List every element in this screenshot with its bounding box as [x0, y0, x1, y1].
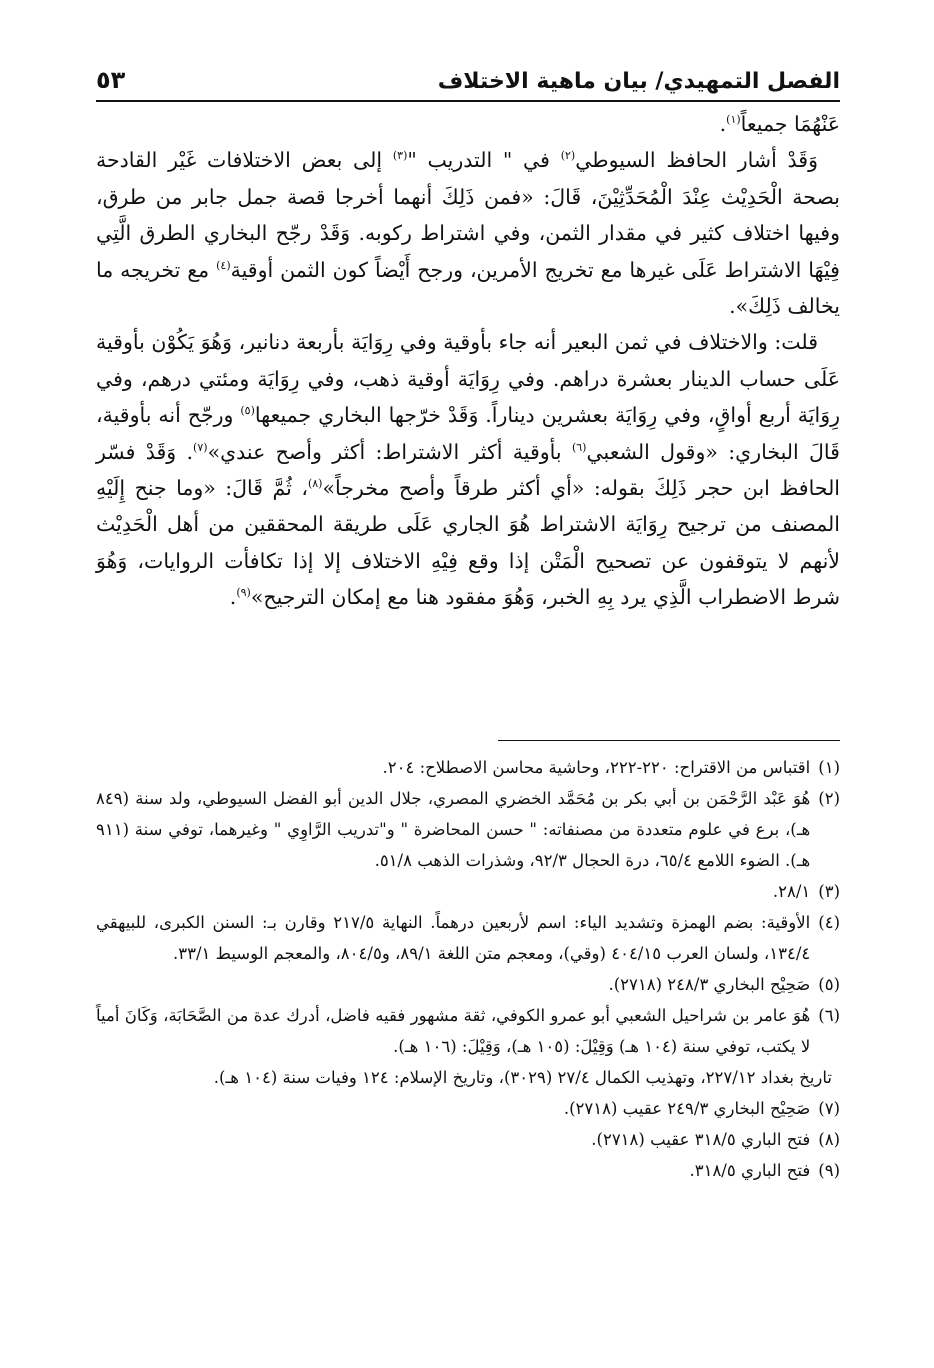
- footnote-number: (٨): [818, 1130, 840, 1149]
- text-run: مع تخريجه ما يخالف ذَلِكَ».: [96, 257, 840, 319]
- footnotes: [96, 752, 840, 1186]
- footnote-item: [96, 752, 840, 783]
- footnote-item: [96, 783, 840, 876]
- text-run: بأوقية أكثر الاشتراط: أكثر وأصح عندي»: [207, 439, 572, 464]
- footnote-number: (١): [818, 758, 840, 777]
- paragraph-2: [96, 142, 840, 324]
- paragraph-3: [96, 324, 840, 615]
- footnote-text: فتح الباري ٣١٨/٥ عقيب (٢٧١٨).: [591, 1130, 811, 1149]
- footnote-divider: [498, 740, 840, 741]
- paragraph-1: عَنْهُمَا جميعاً$^{(١)}$.: [719, 112, 840, 136]
- footnote-text: صَحِيْح البخاري ٢٤٨/٣ (٢٧١٨).: [608, 975, 811, 994]
- footnote-item: [96, 969, 840, 1000]
- footnote-text: الأوقية: بضم الهمزة وتشديد الياء: اسم لأربعين درهماً. النهاية ٢١٧/٥ وقارن بـ: السنن الكبرى، للبيهقي ١٣٤/٤، ولسان العرب ٤٠٤/١٥ (وقي)، ومعجم متن اللغة ٨٩/١، و٨٠٤/٥، والمعجم الوسيط ٣٣/١.: [96, 913, 811, 963]
- footnote-item: [96, 1093, 840, 1124]
- footnote-text: فتح الباري ٣١٨/٥.: [689, 1161, 811, 1180]
- text-run: .: [229, 585, 237, 610]
- footnote-item: [96, 876, 840, 907]
- footnote-text: تاريخ بغداد ٢٢٧/١٢، وتهذيب الكمال ٢٧/٤ (٣٠٢٩)، وتاريخ الإسلام: ١٢٤ وفيات سنة (١٠٤ هـ).: [213, 1068, 832, 1087]
- footnote-number: (٧): [818, 1099, 840, 1118]
- text-run: . وَقَدْ فسّر الحافظ ابن حجر ذَلِكَ بقوله: «أي أكثر طرقاً وأصح مخرجاً»: [96, 439, 841, 501]
- footnote-number: (٣): [818, 882, 840, 901]
- footnote-ref-8: (٨): [307, 477, 323, 491]
- text-run: عَنْهُمَا جميعاً: [740, 112, 840, 136]
- text-run: إلى بعض الاختلافات غَيْر القادحة بصحة الْحَدِيْث عِنْدَ الْمُحَدِّثِيْنَ، قَالَ: «فمن ذَلِكَ أنهما أخرجا قصة جمل جابر من طرق، وفيها اختلاف كثير في مقدار الثمن، وفي اشتراط ركوبه. وَقَدْ رجّح البخاري الطرق الَّتِي فِيْهَا الاشتراط عَلَى غيرها مع تخريج الأمرين، ورجح أَيْضاً كون الثمن أوقية: [96, 148, 840, 282]
- footnote-number: (٤): [818, 913, 840, 932]
- footnote-text: هُوَ عامر بن شراحيل الشعبي أبو عمرو الكوفي، ثقة مشهور فقيه فاضل، أدرك عدة من الصَّحَابَة، وَكَانَ أمياً لا يكتب، توفي سنة (١٠٤ هـ) وَقِيْلَ: (١٠٥ هـ)، وَقِيْلَ: (١٠٦ هـ).: [96, 1006, 811, 1056]
- main-text: [96, 106, 840, 616]
- footnote-ref-9: (٩): [236, 586, 251, 600]
- footnote-item: [96, 1124, 840, 1155]
- footnote-ref-5: (٥): [240, 404, 255, 418]
- footnote-item: [96, 907, 840, 969]
- footnote-text: هُوَ عَبْد الرَّحْمَن بن أبي بكر بن مُحَمَّد الخضري المصري، جلال الدين أبو الفضل السيوطي، ولد سنة (٨٤٩ هـ)، برع في علوم متعددة من مصنفاته: " حسن المحاضرة " و"تدريب الرَّاوِي " وغيرهما، توفي سنة (٩١١ هـ). الضوء اللامع ٦٥/٤، درة الحجال ٩٢/٣، وشذرات الذهب ٥١/٨.: [96, 789, 811, 870]
- text-run: قلت: والاختلاف في ثمن البعير أنه جاء بأوقية وفي رِوَايَة بأربعة دنانير، وَهُوَ يَكُوْن بأوقية عَلَى حساب الدينار بعشرة دراهم. وفي رِوَايَة أوقية ذهب، وفي رِوَايَة ومئتي درهم، وفي رِوَايَة أربع أواقٍ، وفي رِوَايَة بعشرين ديناراً. وَقَدْ خرّجها البخاري جميعها: [96, 330, 840, 428]
- page-number: ٥٣: [96, 66, 126, 94]
- footnote-ref-7: (٧): [193, 440, 208, 454]
- footnote-ref-1: (١): [726, 113, 741, 127]
- running-header: [96, 52, 840, 102]
- footnote-text: صَحِيْح البخاري ٢٤٩/٣ عقيب (٢٧١٨).: [563, 1099, 811, 1118]
- footnote-number: (٩): [818, 1161, 840, 1180]
- footnote-item: [96, 1062, 840, 1093]
- footnote-ref-4: (٤): [216, 258, 231, 272]
- footnote-ref-2: (٢): [560, 149, 576, 163]
- footnote-ref-3: (٣): [392, 149, 408, 163]
- chapter-title: الفصل التمهيدي/ بيان ماهية الاختلاف: [437, 69, 840, 94]
- text-run: ، ثُمَّ قَالَ: «وما جنح إِلَيْهِ المصنف من ترجيح رِوَايَة الاشتراط هُوَ الجاري عَلَى طريقة المحققين من أهل الْحَدِيْث لأنهم لا يتوقفون عن تصحيح الْمَتْن إذا وقع فِيْهِ الاختلاف إلا إذا تكافأت الروايات، وَهُوَ شرط الاضطراب الَّذِي يرد بِهِ الخبر، وَهُوَ مفقود هنا مع إمكان الترجيح»: [96, 476, 840, 610]
- text-run: ورجّح أنه بأوقية، قَالَ البخاري: «وقول الشعبي: [96, 403, 840, 464]
- footnote-ref-6: (٦): [571, 440, 587, 454]
- footnote-text: اقتباس من الاقتراح: ٢٢٠-٢٢٢، وحاشية محاسن الاصطلاح: ٢٠٤.: [382, 758, 811, 777]
- footnote-number: (٦): [818, 1006, 840, 1025]
- footnote-text: ٢٨/١.: [772, 882, 811, 901]
- text-run: في " التدريب ": [407, 148, 561, 173]
- footnote-item: [96, 1155, 840, 1186]
- footnote-number: (٢): [818, 789, 840, 808]
- footnote-item: [96, 1000, 840, 1062]
- footnote-number: (٥): [818, 975, 840, 994]
- text-run: وَقَدْ أشار الحافظ السيوطي: [575, 148, 819, 173]
